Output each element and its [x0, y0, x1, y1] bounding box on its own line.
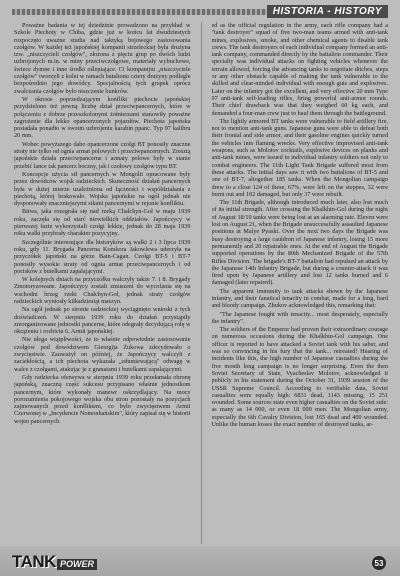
- paragraph: Na ogół jednak po stronie radzieckiej wyciągnięto wnioski z tych doświadczeń. W sierpniu 1939 roku do działań przystąpiły zreorganizowane jednostki pancerne, które odegrały decydującą rolę w okrążeniu i rozbiciu 6. Armii japońskiej.: [14, 306, 191, 336]
- paragraph: W kolejnych dniach na przyczółku walczyły także 7. i 8. Brygady Zmotoryzowane. Japończycy zostali zmuszeni do wycofania się na wschodni brzeg rzeki Chałchyn-Goł, jednak straty czołgów radzieckich wyniosły kilkadziesiąt maszyn.: [14, 276, 191, 305]
- text-columns: [14, 22, 388, 544]
- paragraph: Poważne badania w tej dziedzinie prowadzono na przykład w Szkole Piechoty w Chiba, gdzie już w końcu lat dwudziestych rozpoczęto uważne studia nad taktyką bojowego zastosowania czołgów. W każdej też japońskiej kompanii strzeleckiej była drużyna tzw. „niszczycieli czołgów", złożona z pięciu grup po dwóch ludzi uzbrojonych m.in. w miny przeciwczołgowe, materiały wybuchowe, świece dymne i inne środki oślepiające. Ci kompanijni „niszczyciele czołgów" tworzyli z kolei w ramach batalionu cztery drużyny podlegle bezpośrednio jego dowódcy. Specjalnością tych grupek oprócz zwalczania czołgów było niszczenie bunkrów.: [14, 22, 191, 95]
- logo-main-text: TANK: [12, 552, 56, 571]
- paragraph: The lightly armored BT tanks were vulnerable to field artillery fire, not to mention anti-tank guns. Japanese guns were able to defeat both their frontal and side armor, and their gasoline engines quickly turned the vehicles into flaming wrecks. Very effective improvised anti-tank weapons, such as Molotov cocktails, explosive devices on planks and anti-tank mines, were issued to individual infantry soldiers not only to combat engineers. The 11th Light Tank Brigade suffered most from these attacks. The initial days saw it with two battalions of BT-5 and one of BT-7, altogether 185 tanks. When the Mongolian campaign drew to a close 124 of these, 67%, were left on the steppes, 32 were burnt out and 102 damaged, but only 37 were rebuilt.: [211, 117, 388, 198]
- paragraph: The soldiers of the Emperor had proven their extraordinary courage on numerous occasions during the Khalkhin-Gol campaign. One officer is reported to have attacked a Soviet tank with his saber, and was so convincing in his fury that the tank... retreated! Hearing of incidents like this, the high number of Japanese casualties during the five month long campaign is no longer surprising. Even the then Soviet Secretary of State, Vyacheslav Molotov, acknowledged it publicly in his statement during the October 31, 1939 session of the USSR Supreme Council. According to verifiable data, Soviet casualties were equally high: 6831 dead, 1143 missing, 15 251 wounded. Some sources state even higher casualties on the Soviet side: as many as 14 000, or even 18 000 men. The Mongolian army, especially the 6th Cavalry Division, lost 165 dead and 400 wounded. Unlike the human losses the exact number of destroyed tanks, ar-: [211, 326, 388, 429]
- paragraph: W okresie poprzedzającym konflikt piechocie japońskiej przydzielono też pewną liczbę dział przeciwpancernych, które w połączeniu z dobrze przeszkolonymi żołnierzami stanowiły poważne zagrożenie dla lekko opancerzonych pojazdów. Piechota japońska posiadała ponadto w swoim uzbrojeniu karabin ppanc. Typ 97 kalibru 20 mm.: [14, 95, 191, 140]
- page-number: 53: [372, 556, 386, 570]
- polish-column: [14, 22, 191, 544]
- paragraph: Koncepcje użycia sił pancernych w Mongolii opracowane były przez dowódców wojsk radzieckich. Skuteczność działań pancernych była w dużej mierze uzależniona od łączności i współdziałania z piechotą, której brakowało. Wojska japońskie na ogół jednak nie dysponowały znaczniejszymi siłami pancernymi w rejonie konfliktu.: [14, 170, 191, 208]
- quote: "The Japanese fought with tenacity... most desperately, especially the infantry".: [211, 310, 388, 325]
- paragraph: The apparent immunity to tank attacks shown by the Japanese infantry, and their fanatical tenacity in combat, made for a long, hard and bloody campaign. Zhukov acknowledged this, remarking that:: [211, 287, 388, 310]
- paragraph: ed as the official regulation in the army, each rifle company had a "tank destroyer" squad of five two-man teams armed with anti-tank mines, explosives, smoke, and other chemical agents to disable tank crews. The tank destroyers of each individual company formed an anti-tank company, commanded directly by the battalion commander. Their specialty was individual attacks on fighting vehicles whenever the terrain allowed, forcing the advancing tanks to negotiate ditches, steps or any other obstacle capable of making the tank vulnerable to the skilled and clear-minded individual with enough guts and explosives. Later on the infantry got the excellent, and very effective 20 mm Type 97 anti-tank self-loading rifles, firing powerful anti-armor rounds. Their chief drawback was that they weighed 60 kg each, and demanded a four-man crew just to haul them through the battleground.: [211, 22, 388, 117]
- column-divider: [201, 22, 202, 544]
- paragraph: Szczególnie interesujące dla historyków są walki 2 i 3 lipca 1939 roku, gdy 11. Brygada Pancerna Komkora Jakowlewa uderzyła na przyczółek japoński na górze Bain-Cagan. Czołgi BT-5 i BT-7 ponosiły wysokie straty od ognia armat przeciwpancernych i od pocisków z butelkami zapalającymi.: [14, 238, 191, 275]
- paragraph: Wobec powyższego dabo opancerzone czołgi BT ponosiły znaczne straty nie tylko od ognia armat polowych i przeciwpancernych. Zresztą japońskie działa przeciwpancerne i armaty polowe były w stanie przebić lance tak pancerz boczny, jak i czołowy czołgów typu BT.: [14, 140, 191, 170]
- english-column: [212, 22, 389, 544]
- paragraph: Nie ulega wiątpliwości, że to właśnie odpowiednie zastosowanie czołgów pod dowództwem Gieorgija Żukowa zdecydowało o zwycięstwie. Zauważył on później, że Japończycy walczyli z zaciekłością, a ich piechota wykazała „zdumiewającą" odwagę w walce z czołgami, atakując je z granatami i butelkami zapalającymi.: [14, 336, 191, 373]
- paragraph: Gdy radziecka ofensywa w sierpniu 1939 roku przełamała obronę japońską, znaczną część sukcesu przypisano właśnie jednostkom pancernym, które wykonały manewr oskrzydlający. Na mocy porozumienia pokojowego wojska obu stron pozostały na pozycjach zajmowanych przed konfliktem, co było zwycięstwem Armii Czerwonej w „Incydencie Nomonhańskim", który zapisał się w historii wojen pancernych.: [14, 373, 191, 425]
- paragraph: Bitwa, jaka rozegrała się nad rzeką Chałchyn-Goł w maju 1939 roku, zaczęła się od starć niewielkich oddziałów. Japończycy w pierwszej fazie wykorzystali czołgi lekkie, jednak do 28 maja 1939 roku walki przybrały charakter pozycyjny.: [14, 208, 191, 238]
- paragraph: The 11th Brigade, although introduced much later, also lost much of its initial strength. After crossing the Khalkhin-Gol during the night of August 18/19 tanks were being lost at an alarming rate. Eleven were lost on August 21, when the Brigade unsuccessfully assaulted Japanese positions at Malye Pyaski. Over the next two days the Brigade was busy destroying a large cauldron of Japanese infantry, losing 15 more permanently and 20 repairable ones. At the end of August the Brigade supported operations by the 80th Mechanized Brigade of the 57th Rifles Division. The brigade's BT-7 battalion had repulsed an attack by the Japanese 14th Infantry Brigade, but during a counter-attack it was fired upon by Japanese artillery and lost 12 tanks burned and 6 damaged (later repaired).: [211, 199, 388, 287]
- logo-sub-text: POWER: [57, 559, 97, 570]
- section-label: HISTORIA - HISTORY: [267, 5, 388, 18]
- page-footer: [0, 546, 400, 576]
- tank-power-logo: [12, 554, 97, 570]
